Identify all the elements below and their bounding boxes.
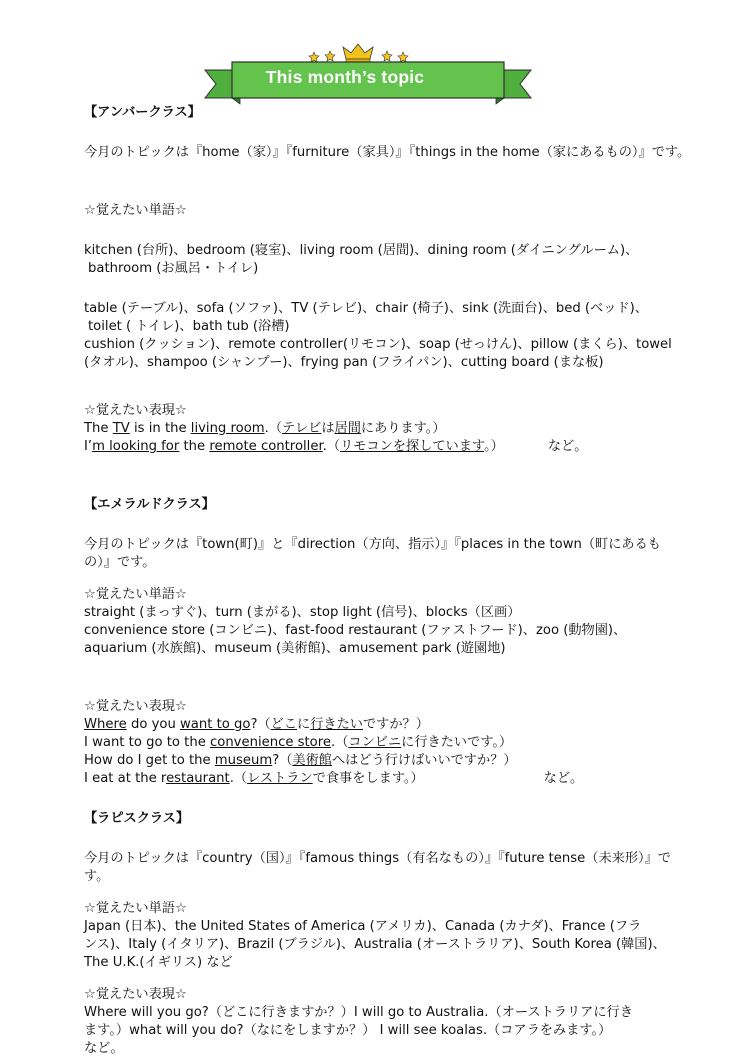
emerald-words-heading: ☆覚えたい単語☆ — [84, 587, 187, 602]
amber-words-line: (タオル)、shampoo (シャンプー)、frying pan (フライパン)、cutting board (まな板) — [84, 355, 604, 370]
emerald-words-line: convenience store (コンビニ)、fast-food restaurant (ファストフード)、zoo (動物園)、 — [84, 623, 627, 638]
banner-title: This month’s topic — [265, 67, 425, 87]
amber-expr-heading: ☆覚えたい表現☆ — [84, 403, 187, 418]
emerald-words-line: aquarium (水族館)、museum (美術館)、amusement park (遊園地) — [84, 641, 506, 656]
lapis-words-line: The U.K.(イギリス) など — [84, 955, 233, 970]
lapis-topic: す。 — [84, 869, 110, 884]
lapis-topic: 今月のトピックは『country（国）』『famous things（有名なもの）』『future tense（未来形）』で — [84, 851, 671, 866]
amber-class-section — [84, 104, 691, 456]
lapis-expr-line: ます。）what will you do?（なにをしますか？） I will see koalas.（コアラをみます。） — [84, 1023, 612, 1038]
emerald-topic: の）』です。 — [84, 555, 156, 570]
amber-etc: など。 — [547, 439, 588, 454]
emerald-topic: 今月のトピックは『town(町)』と『direction（方向、指示）』『places in the town（町にあるも — [84, 537, 661, 552]
topic-banner — [0, 40, 736, 110]
emerald-expr-3: How do I get to the museum?（美術館へはどう行けばいいですか？） — [84, 753, 517, 768]
emerald-class-section — [84, 496, 684, 788]
lapis-expr-line: など。 — [84, 1041, 124, 1056]
lapis-class-section — [84, 810, 684, 1058]
lapis-expr-line: Where will you go?（どこに行きますか？）I will go to Australia.（オーストラリアに行き — [84, 1005, 633, 1020]
emerald-expr-2: I want to go to the convenience store.（コンビニに行きたいです。） — [84, 735, 513, 750]
lapis-words-line: ンス)、Italy (イタリア)、Brazil (ブラジル)、Australia (オーストラリア)、South Korea (韓国)、 — [84, 937, 666, 952]
emerald-class-label: 【エメラルドクラス】 — [84, 497, 215, 512]
emerald-words-line: straight (まっすぐ)、turn (まがる)、stop light (信号)、blocks（区画） — [84, 605, 521, 620]
amber-class-label: 【アンバークラス】 — [84, 105, 201, 120]
amber-words-heading: ☆覚えたい単語☆ — [84, 203, 187, 218]
star-left-1-icon — [325, 51, 335, 61]
amber-words-line: toilet ( トイレ)、bath tub (浴槽) — [88, 319, 290, 334]
star-right-1-icon — [382, 51, 392, 61]
document-body — [84, 104, 691, 1058]
star-left-2-icon — [309, 52, 319, 62]
amber-words-line: table (テーブル)、sofa (ソファ)、TV (テレビ)、chair (椅子)、sink (洗面台)、bed (ベッド)、 — [84, 301, 648, 316]
emerald-expr-1: Where do you want to go?（どこに行きたいですか？） — [84, 717, 429, 732]
lapis-words-line: Japan (日本)、the United States of America (アメリカ)、Canada (カナダ)、France (フラ — [84, 919, 642, 934]
crown-icon — [343, 44, 373, 62]
lapis-words-heading: ☆覚えたい単語☆ — [84, 901, 187, 916]
lapis-class-label: 【ラピスクラス】 — [84, 811, 190, 826]
emerald-expr-4: I eat at the restaurant.（レストランで食事をします。） など。 — [84, 771, 584, 786]
lapis-expr-heading: ☆覚えたい表現☆ — [84, 987, 187, 1002]
amber-words-line: kitchen (台所)、bedroom (寝室)、living room (居間)、dining room (ダイニングルーム)、 — [84, 243, 639, 258]
amber-expr-1: The TV is in the living room.（テレビは居間にあります。） — [84, 421, 446, 436]
amber-topic: 今月のトピックは『home（家）』『furniture（家具）』『things in the home（家にあるもの）』です。 — [84, 145, 691, 160]
emerald-expr-heading: ☆覚えたい表現☆ — [84, 699, 187, 714]
star-right-2-icon — [398, 52, 408, 62]
emerald-etc: など。 — [543, 771, 584, 786]
amber-words-line: cushion (クッション)、remote controller(リモコン)、soap (せっけん)、pillow (まくら)、towel — [84, 337, 672, 352]
amber-expr-2: I’m looking for the remote controller.（リモコンを探しています。） など。 — [84, 439, 588, 454]
amber-words-line: bathroom (お風呂・トイレ) — [88, 261, 259, 276]
